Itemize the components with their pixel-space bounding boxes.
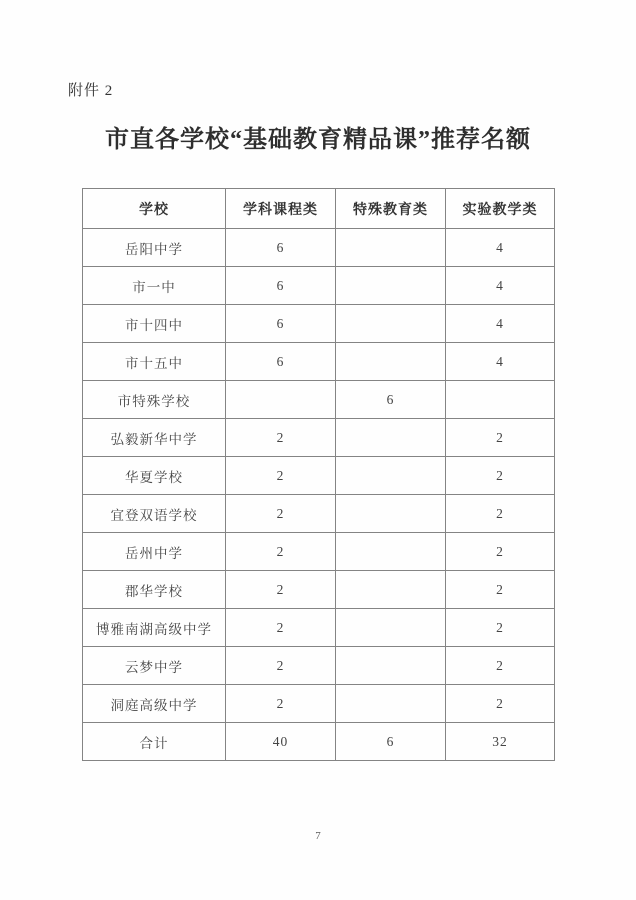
- school-name-cell: 合计: [83, 723, 226, 761]
- quota-value-cell: [446, 381, 555, 419]
- school-name-cell: 宜登双语学校: [83, 495, 226, 533]
- table-row: [83, 723, 555, 761]
- quota-value-cell: 6: [226, 305, 336, 343]
- table-row: [83, 305, 555, 343]
- quota-value-cell: [336, 305, 446, 343]
- quota-value-cell: 32: [446, 723, 555, 761]
- quota-value-cell: 2: [226, 609, 336, 647]
- column-header: 学科课程类: [226, 189, 336, 229]
- table-row: [83, 343, 555, 381]
- school-name-cell: 郡华学校: [83, 571, 226, 609]
- table-row: [83, 229, 555, 267]
- quota-value-cell: [336, 495, 446, 533]
- school-name-cell: 云梦中学: [83, 647, 226, 685]
- table-row: [83, 419, 555, 457]
- quota-value-cell: [336, 533, 446, 571]
- quota-value-cell: 4: [446, 305, 555, 343]
- attachment-label: 附件 2: [68, 83, 114, 99]
- table-row: [83, 609, 555, 647]
- table-row: [83, 571, 555, 609]
- quota-value-cell: 2: [226, 571, 336, 609]
- quota-value-cell: 6: [336, 723, 446, 761]
- document-title: 市直各学校“基础教育精品课”推荐名额: [105, 127, 531, 153]
- column-header: 特殊教育类: [336, 189, 446, 229]
- quota-value-cell: 6: [226, 343, 336, 381]
- quota-value-cell: [336, 609, 446, 647]
- school-name-cell: 博雅南湖高级中学: [83, 609, 226, 647]
- quota-value-cell: 4: [446, 267, 555, 305]
- quota-value-cell: 2: [446, 571, 555, 609]
- school-name-cell: 岳阳中学: [83, 229, 226, 267]
- quota-value-cell: 2: [446, 419, 555, 457]
- quota-value-cell: 4: [446, 343, 555, 381]
- table-row: [83, 647, 555, 685]
- table-row: [83, 267, 555, 305]
- quota-value-cell: 2: [446, 457, 555, 495]
- column-header: 实验教学类: [446, 189, 555, 229]
- quota-value-cell: 2: [226, 647, 336, 685]
- column-header: 学校: [83, 189, 226, 229]
- quota-value-cell: 2: [446, 533, 555, 571]
- school-name-cell: 市一中: [83, 267, 226, 305]
- quota-value-cell: 2: [446, 647, 555, 685]
- quota-value-cell: [336, 685, 446, 723]
- school-name-cell: 岳州中学: [83, 533, 226, 571]
- quota-table: [82, 188, 555, 761]
- table-row: [83, 685, 555, 723]
- table-row: [83, 495, 555, 533]
- school-name-cell: 弘毅新华中学: [83, 419, 226, 457]
- quota-value-cell: 2: [446, 609, 555, 647]
- quota-value-cell: [336, 571, 446, 609]
- quota-value-cell: 6: [226, 267, 336, 305]
- quota-value-cell: [336, 457, 446, 495]
- quota-value-cell: 2: [226, 419, 336, 457]
- quota-value-cell: 2: [226, 533, 336, 571]
- quota-value-cell: [226, 381, 336, 419]
- school-name-cell: 市十四中: [83, 305, 226, 343]
- quota-value-cell: 2: [226, 457, 336, 495]
- quota-value-cell: 2: [446, 495, 555, 533]
- quota-value-cell: 6: [226, 229, 336, 267]
- quota-value-cell: 4: [446, 229, 555, 267]
- quota-value-cell: [336, 419, 446, 457]
- quota-table-container: [82, 188, 554, 761]
- table-row: [83, 381, 555, 419]
- table-header-row: [83, 189, 555, 229]
- quota-value-cell: [336, 229, 446, 267]
- table-body: [83, 229, 555, 761]
- table-row: [83, 457, 555, 495]
- school-name-cell: 市十五中: [83, 343, 226, 381]
- school-name-cell: 市特殊学校: [83, 381, 226, 419]
- quota-value-cell: 2: [226, 685, 336, 723]
- quota-value-cell: [336, 343, 446, 381]
- quota-value-cell: [336, 267, 446, 305]
- quota-value-cell: 2: [226, 495, 336, 533]
- page-number: 7: [315, 830, 321, 842]
- quota-value-cell: [336, 647, 446, 685]
- school-name-cell: 洞庭高级中学: [83, 685, 226, 723]
- quota-value-cell: 6: [336, 381, 446, 419]
- quota-value-cell: 2: [446, 685, 555, 723]
- quota-value-cell: 40: [226, 723, 336, 761]
- table-row: [83, 533, 555, 571]
- school-name-cell: 华夏学校: [83, 457, 226, 495]
